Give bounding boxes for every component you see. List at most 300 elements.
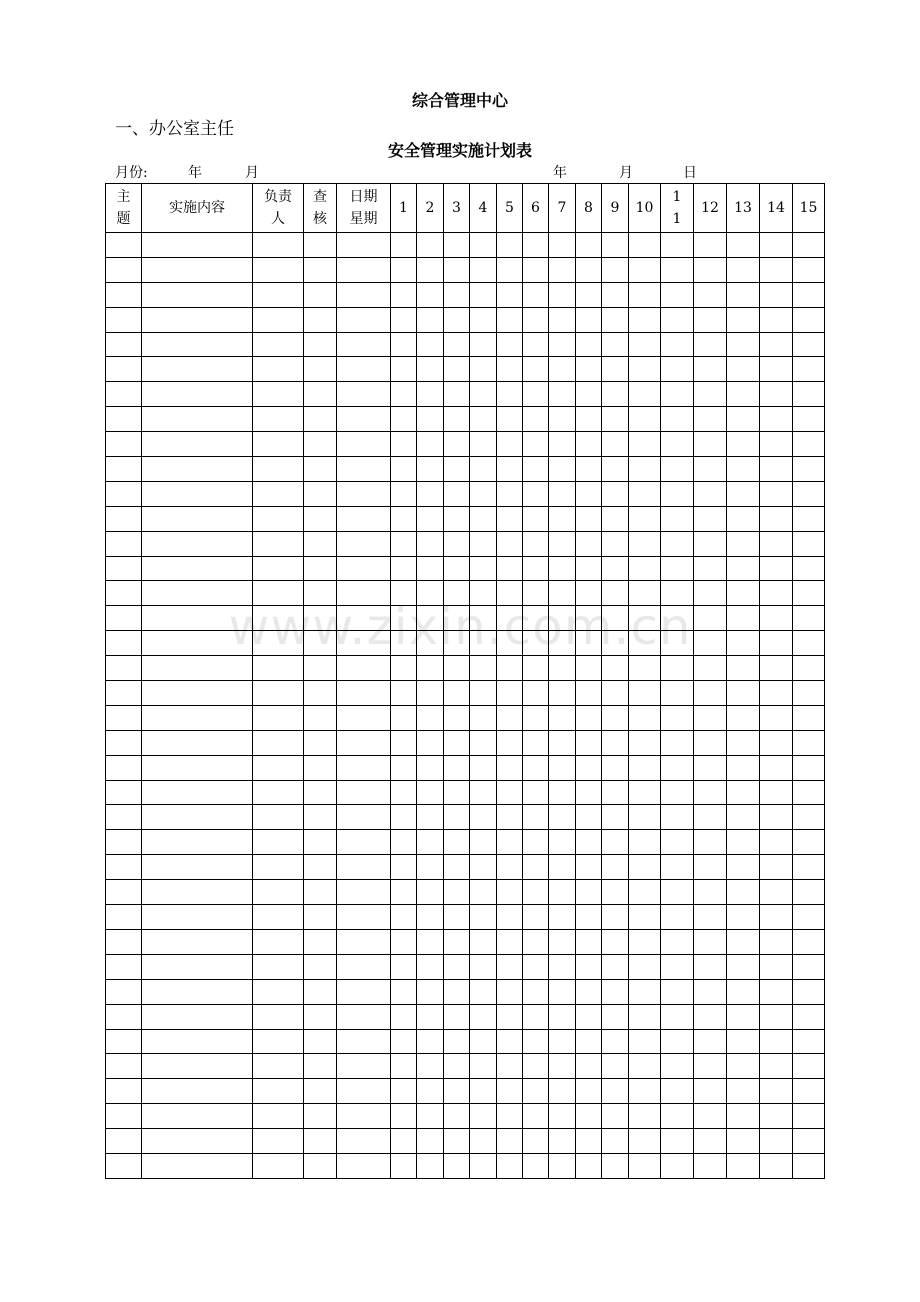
table-cell bbox=[417, 780, 444, 805]
table-cell bbox=[304, 531, 337, 556]
table-cell bbox=[470, 457, 497, 482]
table-cell bbox=[576, 307, 602, 332]
table-cell bbox=[549, 705, 576, 730]
table-cell bbox=[629, 780, 661, 805]
table-cell bbox=[760, 606, 793, 631]
table-cell bbox=[694, 1104, 727, 1129]
table-cell bbox=[497, 805, 523, 830]
table-cell bbox=[470, 1054, 497, 1079]
table-cell bbox=[470, 631, 497, 656]
table-cell bbox=[661, 1004, 694, 1029]
table-cell bbox=[444, 307, 470, 332]
table-cell bbox=[549, 332, 576, 357]
table-cell bbox=[391, 307, 417, 332]
year-label-right: 年 bbox=[553, 165, 567, 181]
table-cell bbox=[106, 307, 142, 332]
table-cell bbox=[497, 307, 523, 332]
table-cell bbox=[470, 730, 497, 755]
table-row bbox=[106, 531, 825, 556]
table-cell bbox=[793, 755, 825, 780]
table-cell bbox=[391, 979, 417, 1004]
table-cell bbox=[576, 357, 602, 382]
table-cell bbox=[417, 705, 444, 730]
table-cell bbox=[304, 1054, 337, 1079]
table-cell bbox=[444, 929, 470, 954]
table-cell bbox=[523, 307, 549, 332]
table-cell bbox=[142, 332, 253, 357]
table-cell bbox=[760, 1104, 793, 1129]
table-cell bbox=[417, 581, 444, 606]
table-cell bbox=[523, 880, 549, 905]
table-cell bbox=[444, 954, 470, 979]
table-cell bbox=[793, 581, 825, 606]
table-cell bbox=[253, 855, 304, 880]
table-row bbox=[106, 1079, 825, 1104]
header-topic bbox=[106, 184, 142, 233]
table-cell bbox=[142, 656, 253, 681]
table-cell bbox=[417, 1104, 444, 1129]
table-cell bbox=[694, 1079, 727, 1104]
table-cell bbox=[727, 506, 760, 531]
table-cell bbox=[661, 556, 694, 581]
table-cell bbox=[549, 830, 576, 855]
table-cell bbox=[793, 979, 825, 1004]
table-cell bbox=[727, 432, 760, 457]
table-cell bbox=[549, 407, 576, 432]
table-cell bbox=[253, 332, 304, 357]
table-cell bbox=[497, 556, 523, 581]
table-cell bbox=[444, 556, 470, 581]
table-cell bbox=[417, 257, 444, 282]
table-cell bbox=[444, 531, 470, 556]
table-cell bbox=[694, 905, 727, 930]
table-cell bbox=[760, 531, 793, 556]
header-owner bbox=[253, 184, 304, 233]
table-cell bbox=[549, 1079, 576, 1104]
table-cell bbox=[549, 481, 576, 506]
table-cell bbox=[629, 929, 661, 954]
table-cell bbox=[417, 681, 444, 706]
table-cell bbox=[760, 481, 793, 506]
table-cell bbox=[337, 257, 391, 282]
table-cell bbox=[549, 631, 576, 656]
table-cell bbox=[470, 830, 497, 855]
table-cell bbox=[629, 855, 661, 880]
table-cell bbox=[629, 233, 661, 258]
table-cell bbox=[727, 332, 760, 357]
table-cell bbox=[337, 556, 391, 581]
table-cell bbox=[727, 954, 760, 979]
table-cell bbox=[727, 780, 760, 805]
table-cell bbox=[576, 407, 602, 432]
table-cell bbox=[793, 432, 825, 457]
table-cell bbox=[106, 705, 142, 730]
table-cell bbox=[760, 1029, 793, 1054]
table-cell bbox=[549, 606, 576, 631]
table-cell bbox=[470, 656, 497, 681]
table-cell bbox=[497, 1029, 523, 1054]
table-cell bbox=[694, 880, 727, 905]
table-cell bbox=[694, 681, 727, 706]
table-cell bbox=[391, 855, 417, 880]
table-cell bbox=[304, 1004, 337, 1029]
table-cell bbox=[391, 1004, 417, 1029]
table-cell bbox=[337, 1029, 391, 1054]
table-cell bbox=[497, 780, 523, 805]
table-cell bbox=[417, 307, 444, 332]
table-cell bbox=[793, 382, 825, 407]
table-cell bbox=[444, 407, 470, 432]
table-cell bbox=[760, 432, 793, 457]
table-cell bbox=[602, 1054, 629, 1079]
table-cell bbox=[760, 457, 793, 482]
table-cell bbox=[142, 432, 253, 457]
table-cell bbox=[694, 1054, 727, 1079]
table-cell bbox=[337, 332, 391, 357]
table-cell bbox=[304, 705, 337, 730]
table-cell bbox=[602, 282, 629, 307]
table-cell bbox=[661, 954, 694, 979]
table-cell bbox=[304, 730, 337, 755]
header-topic-line1: 主 bbox=[116, 189, 131, 205]
table-row bbox=[106, 705, 825, 730]
header-date-line2: 星期 bbox=[349, 211, 378, 227]
table-cell bbox=[444, 357, 470, 382]
table-cell bbox=[602, 656, 629, 681]
table-cell bbox=[391, 233, 417, 258]
header-day-9: 9 bbox=[602, 184, 629, 233]
table-cell bbox=[727, 1079, 760, 1104]
table-cell bbox=[304, 282, 337, 307]
table-cell bbox=[629, 1153, 661, 1178]
table-cell bbox=[417, 855, 444, 880]
table-cell bbox=[304, 681, 337, 706]
table-cell bbox=[523, 233, 549, 258]
table-cell bbox=[106, 979, 142, 1004]
table-cell bbox=[417, 1129, 444, 1154]
table-cell bbox=[444, 681, 470, 706]
table-cell bbox=[470, 606, 497, 631]
table-cell bbox=[523, 581, 549, 606]
table-cell bbox=[629, 1029, 661, 1054]
table-cell bbox=[142, 705, 253, 730]
table-cell bbox=[106, 357, 142, 382]
table-cell bbox=[417, 556, 444, 581]
table-cell bbox=[576, 805, 602, 830]
table-cell bbox=[661, 805, 694, 830]
table-cell bbox=[602, 1029, 629, 1054]
table-cell bbox=[470, 233, 497, 258]
table-cell bbox=[417, 805, 444, 830]
table-cell bbox=[576, 1104, 602, 1129]
header-owner-line1: 负责 bbox=[264, 189, 292, 205]
table-cell bbox=[523, 855, 549, 880]
table-cell bbox=[576, 382, 602, 407]
table-cell bbox=[417, 1029, 444, 1054]
table-cell bbox=[304, 1104, 337, 1129]
table-cell bbox=[661, 531, 694, 556]
table-cell bbox=[417, 830, 444, 855]
table-cell bbox=[444, 1104, 470, 1129]
table-cell bbox=[793, 606, 825, 631]
table-cell bbox=[444, 506, 470, 531]
table-cell bbox=[142, 681, 253, 706]
header-day-3: 3 bbox=[444, 184, 470, 233]
table-cell bbox=[142, 1104, 253, 1129]
table-cell bbox=[391, 357, 417, 382]
table-cell bbox=[727, 1153, 760, 1178]
table-cell bbox=[661, 233, 694, 258]
table-cell bbox=[793, 705, 825, 730]
table-cell bbox=[694, 531, 727, 556]
table-cell bbox=[253, 681, 304, 706]
table-cell bbox=[470, 780, 497, 805]
table-row bbox=[106, 780, 825, 805]
table-cell bbox=[523, 457, 549, 482]
table-cell bbox=[576, 481, 602, 506]
table-cell bbox=[661, 382, 694, 407]
table-cell bbox=[760, 705, 793, 730]
table-cell bbox=[497, 606, 523, 631]
table-cell bbox=[391, 581, 417, 606]
month-label-right: 月 bbox=[619, 165, 633, 181]
table-cell bbox=[304, 979, 337, 1004]
table-cell bbox=[417, 506, 444, 531]
table-cell bbox=[523, 905, 549, 930]
table-cell bbox=[694, 755, 727, 780]
table-cell bbox=[253, 905, 304, 930]
table-cell bbox=[523, 531, 549, 556]
table-cell bbox=[793, 257, 825, 282]
table-row bbox=[106, 1054, 825, 1079]
table-cell bbox=[629, 581, 661, 606]
table-cell bbox=[304, 1153, 337, 1178]
table-cell bbox=[391, 432, 417, 457]
table-cell bbox=[523, 1054, 549, 1079]
table-cell bbox=[497, 681, 523, 706]
table-cell bbox=[391, 780, 417, 805]
table-cell bbox=[523, 282, 549, 307]
table-cell bbox=[549, 656, 576, 681]
table-cell bbox=[470, 407, 497, 432]
table-cell bbox=[760, 929, 793, 954]
table-cell bbox=[694, 233, 727, 258]
table-cell bbox=[793, 1104, 825, 1129]
table-cell bbox=[391, 730, 417, 755]
table-cell bbox=[106, 506, 142, 531]
table-row bbox=[106, 457, 825, 482]
table-cell bbox=[760, 257, 793, 282]
table-cell bbox=[142, 606, 253, 631]
header-day-10: 10 bbox=[629, 184, 661, 233]
table-cell bbox=[760, 1129, 793, 1154]
table-cell bbox=[760, 954, 793, 979]
table-cell bbox=[602, 506, 629, 531]
table-cell bbox=[793, 233, 825, 258]
table-cell bbox=[444, 257, 470, 282]
table-row bbox=[106, 581, 825, 606]
table-cell bbox=[694, 606, 727, 631]
table-cell bbox=[304, 805, 337, 830]
table-cell bbox=[337, 606, 391, 631]
table-row bbox=[106, 282, 825, 307]
table-cell bbox=[444, 233, 470, 258]
table-cell bbox=[304, 481, 337, 506]
table-cell bbox=[760, 880, 793, 905]
table-cell bbox=[497, 233, 523, 258]
table-cell bbox=[760, 755, 793, 780]
table-cell bbox=[549, 780, 576, 805]
table-cell bbox=[523, 606, 549, 631]
table-cell bbox=[760, 1079, 793, 1104]
table-cell bbox=[253, 880, 304, 905]
table-cell bbox=[576, 780, 602, 805]
table-cell bbox=[629, 307, 661, 332]
table-cell bbox=[793, 1029, 825, 1054]
table-cell bbox=[337, 282, 391, 307]
table-cell bbox=[760, 656, 793, 681]
table-cell bbox=[793, 780, 825, 805]
table-cell bbox=[523, 257, 549, 282]
table-cell bbox=[253, 730, 304, 755]
section-heading: 一、办公室主任 bbox=[115, 119, 234, 139]
table-cell bbox=[760, 905, 793, 930]
table-cell bbox=[253, 481, 304, 506]
table-cell bbox=[629, 830, 661, 855]
table-cell bbox=[142, 905, 253, 930]
table-cell bbox=[417, 282, 444, 307]
table-cell bbox=[727, 656, 760, 681]
table-cell bbox=[694, 506, 727, 531]
table-cell bbox=[727, 233, 760, 258]
table-cell bbox=[253, 830, 304, 855]
table-cell bbox=[106, 929, 142, 954]
table-cell bbox=[576, 905, 602, 930]
table-cell bbox=[661, 506, 694, 531]
table-cell bbox=[304, 880, 337, 905]
table-row bbox=[106, 954, 825, 979]
table-cell bbox=[629, 705, 661, 730]
table-cell bbox=[694, 929, 727, 954]
table-cell bbox=[106, 606, 142, 631]
table-cell bbox=[661, 307, 694, 332]
table-cell bbox=[793, 481, 825, 506]
table-cell bbox=[760, 1004, 793, 1029]
table-cell bbox=[497, 581, 523, 606]
table-cell bbox=[444, 905, 470, 930]
table-cell bbox=[391, 929, 417, 954]
table-cell bbox=[444, 656, 470, 681]
table-cell bbox=[727, 1104, 760, 1129]
table-cell bbox=[304, 1129, 337, 1154]
header-day-8: 8 bbox=[576, 184, 602, 233]
table-cell bbox=[444, 481, 470, 506]
table-cell bbox=[337, 880, 391, 905]
table-cell bbox=[142, 581, 253, 606]
table-cell bbox=[106, 780, 142, 805]
table-cell bbox=[549, 581, 576, 606]
table-cell bbox=[549, 979, 576, 1004]
table-cell bbox=[793, 954, 825, 979]
table-cell bbox=[727, 830, 760, 855]
table-cell bbox=[497, 1153, 523, 1178]
table-cell bbox=[727, 805, 760, 830]
table-cell bbox=[727, 631, 760, 656]
table-cell bbox=[602, 307, 629, 332]
table-cell bbox=[304, 432, 337, 457]
table-cell bbox=[417, 755, 444, 780]
table-cell bbox=[391, 606, 417, 631]
table-cell bbox=[470, 257, 497, 282]
table-cell bbox=[337, 730, 391, 755]
table-cell bbox=[760, 830, 793, 855]
table-cell bbox=[417, 656, 444, 681]
table-cell bbox=[661, 1129, 694, 1154]
table-cell bbox=[417, 357, 444, 382]
table-cell bbox=[523, 1153, 549, 1178]
table-cell bbox=[523, 656, 549, 681]
table-cell bbox=[417, 382, 444, 407]
table-cell bbox=[793, 681, 825, 706]
table-cell bbox=[497, 1004, 523, 1029]
table-cell bbox=[661, 457, 694, 482]
table-cell bbox=[694, 1129, 727, 1154]
table-cell bbox=[142, 307, 253, 332]
table-cell bbox=[549, 905, 576, 930]
table-cell bbox=[760, 233, 793, 258]
table-cell bbox=[106, 830, 142, 855]
table-cell bbox=[417, 905, 444, 930]
table-cell bbox=[470, 432, 497, 457]
table-cell bbox=[523, 830, 549, 855]
table-cell bbox=[727, 1029, 760, 1054]
table-title: 安全管理实施计划表 bbox=[387, 141, 532, 160]
table-cell bbox=[523, 1079, 549, 1104]
table-cell bbox=[602, 780, 629, 805]
table-cell bbox=[253, 556, 304, 581]
safety-plan-table bbox=[105, 183, 825, 1179]
table-cell bbox=[576, 929, 602, 954]
table-cell bbox=[253, 631, 304, 656]
table-cell bbox=[760, 631, 793, 656]
table-row bbox=[106, 631, 825, 656]
table-cell bbox=[253, 257, 304, 282]
table-cell bbox=[106, 656, 142, 681]
table-cell bbox=[106, 382, 142, 407]
table-cell bbox=[549, 1129, 576, 1154]
table-cell bbox=[106, 1104, 142, 1129]
table-cell bbox=[760, 556, 793, 581]
table-cell bbox=[304, 357, 337, 382]
table-cell bbox=[417, 979, 444, 1004]
table-cell bbox=[497, 282, 523, 307]
table-cell bbox=[142, 1029, 253, 1054]
table-cell bbox=[470, 905, 497, 930]
table-cell bbox=[576, 432, 602, 457]
table-cell bbox=[694, 805, 727, 830]
table-cell bbox=[694, 357, 727, 382]
table-cell bbox=[444, 581, 470, 606]
table-cell bbox=[253, 929, 304, 954]
table-cell bbox=[793, 1153, 825, 1178]
table-cell bbox=[661, 1104, 694, 1129]
table-cell bbox=[602, 1104, 629, 1129]
table-cell bbox=[470, 282, 497, 307]
table-cell bbox=[470, 1104, 497, 1129]
table-cell bbox=[576, 506, 602, 531]
table-cell bbox=[142, 457, 253, 482]
table-cell bbox=[417, 1054, 444, 1079]
